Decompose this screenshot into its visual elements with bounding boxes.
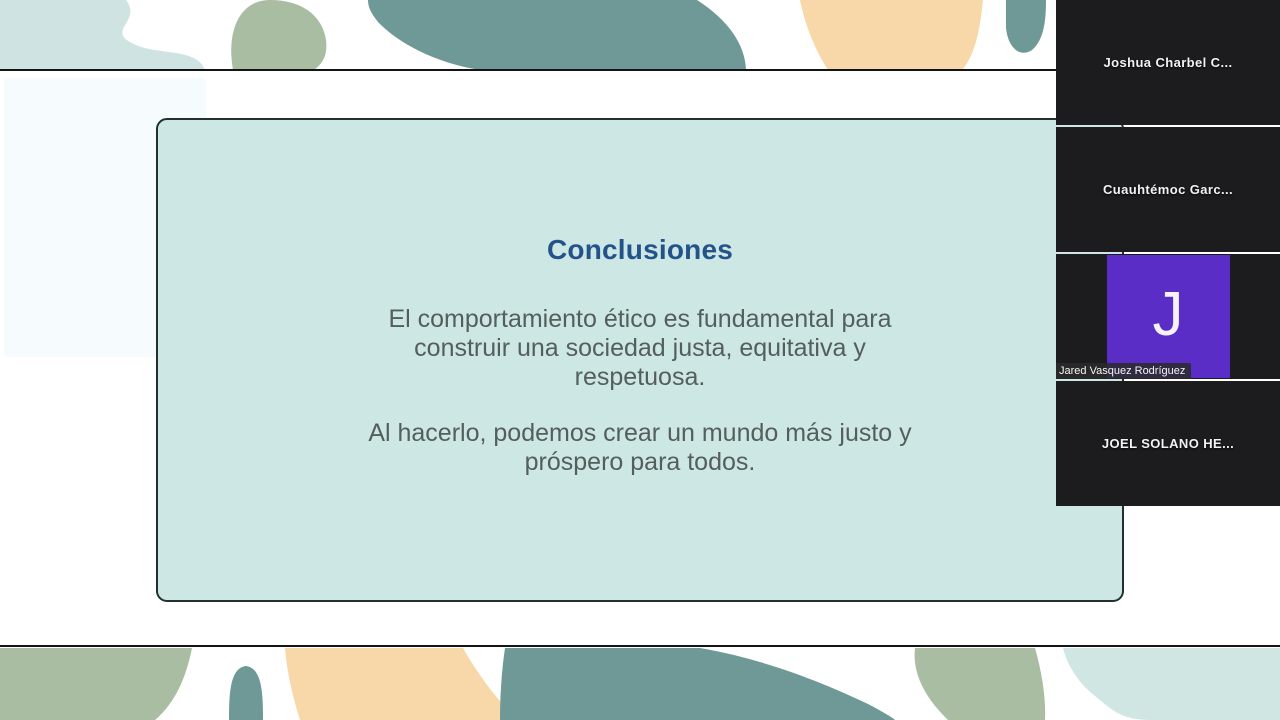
blob-sage — [915, 648, 1046, 720]
blob-light-teal — [1063, 648, 1280, 720]
slide-paragraph-2 — [158, 419, 1122, 477]
decorative-shapes-bottom — [0, 648, 1280, 720]
paragraph-line: respetuosa. — [574, 363, 706, 391]
blob-sage — [231, 0, 326, 70]
participant-name: Joshua Charbel C... — [1103, 55, 1233, 70]
blob-teal-drip — [1006, 0, 1046, 53]
blob-dark-teal — [368, 0, 746, 70]
blob-teal-drip — [229, 666, 263, 720]
blob-peach — [285, 648, 518, 720]
participants-panel — [1056, 0, 1280, 506]
bottom-separator-line — [0, 645, 1280, 647]
video-tile-cuauhtemoc[interactable] — [1056, 127, 1280, 252]
slide-paragraph-1 — [158, 305, 1122, 392]
video-tile-joshua[interactable] — [1056, 0, 1280, 125]
paragraph-line: próspero para todos. — [524, 448, 756, 476]
slide-card — [156, 118, 1124, 602]
paragraph-line: El comportamiento ético es fundamental para — [388, 305, 892, 333]
paragraph-line: construir una sociedad justa, equitativa y — [414, 334, 866, 362]
blob-dark-teal — [500, 648, 895, 720]
blob-light-teal — [0, 0, 205, 70]
blob-sage — [0, 648, 192, 720]
participant-name: Cuauhtémoc Garc... — [1102, 182, 1233, 197]
participant-name-label: Jared Vasquez Rodríguez — [1056, 363, 1191, 379]
slide-title: Conclusiones — [547, 234, 733, 265]
paragraph-line: Al hacerlo, podemos crear un mundo más justo y — [368, 419, 912, 447]
participant-name: JOEL SOLANO HE... — [1101, 436, 1235, 451]
video-tile-joel[interactable] — [1056, 381, 1280, 506]
video-tile-jared[interactable] — [1056, 254, 1280, 379]
avatar-letter: J — [1152, 279, 1184, 349]
blob-peach — [800, 0, 983, 70]
avatar — [1107, 255, 1230, 378]
